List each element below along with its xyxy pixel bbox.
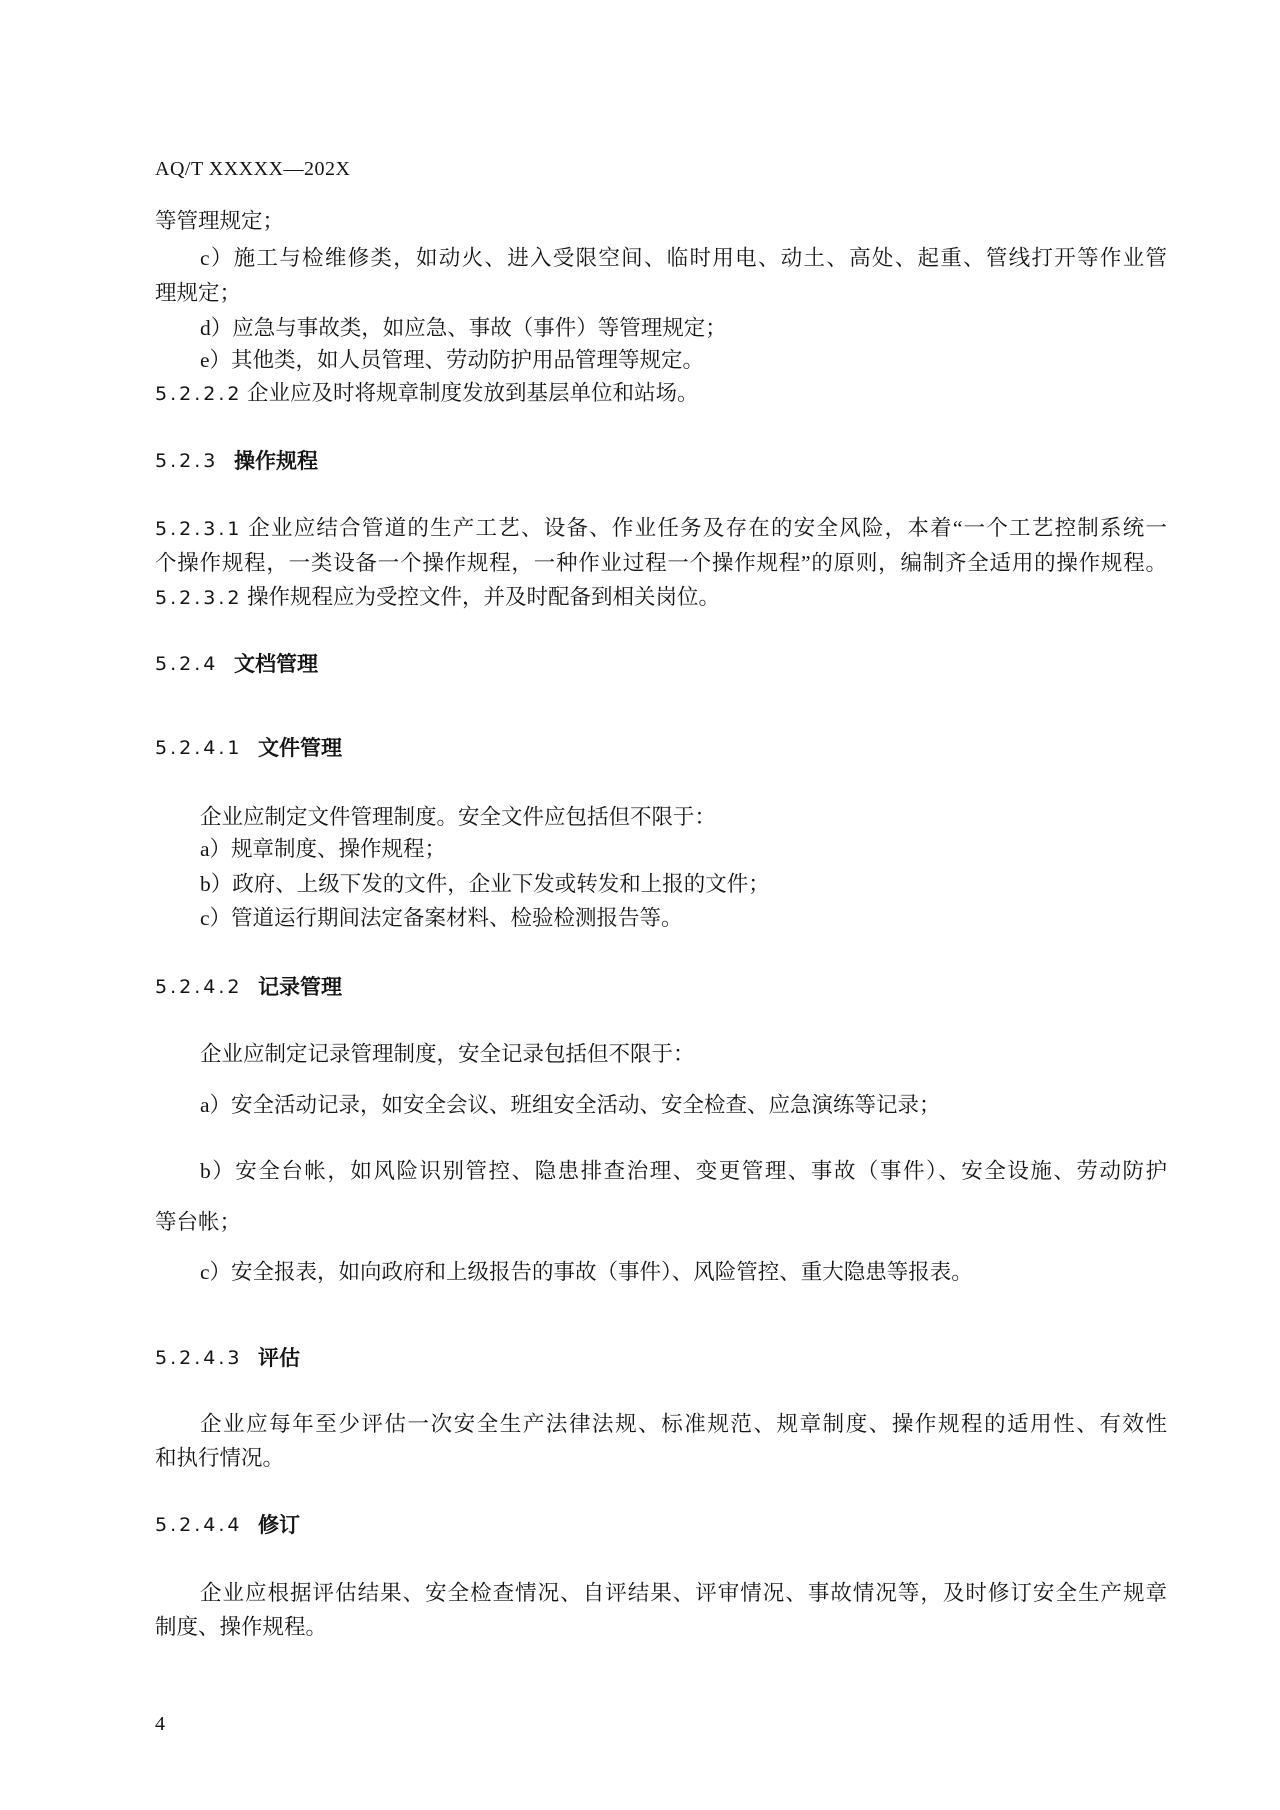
paragraph-line1: 企业应根据评估结果、安全检查情况、自评结果、评审情况、事故情况等，及时修订安全生产规章 (200, 1581, 1167, 1605)
heading-5-2-4 (155, 648, 755, 680)
heading-number: 5.2.4.1 (155, 737, 243, 759)
list-item-e: e）其他类，如人员管理、劳动防护用品管理等规定。 (200, 348, 705, 372)
clause-number: 5.2.3.1 (155, 518, 243, 540)
paragraph-line2: 制度、操作规程。 (155, 1615, 328, 1639)
clause-5-2-3-2 (155, 582, 1167, 612)
page-number: 4 (155, 1713, 165, 1735)
clause-text: 企业应结合管道的生产工艺、设备、作业任务及存在的安全风险，本着“一个工艺控制系统一 (247, 516, 1167, 540)
list-item-c-line2: 理规定； (155, 281, 242, 305)
heading-number: 5.2.4.3 (155, 1347, 243, 1369)
list-item-b-line1: b）安全台帐，如风险识别管控、隐患排查治理、变更管理、事故（事件）、安全设施、劳动防护 (200, 1159, 1167, 1183)
heading-5-2-4-2 (155, 971, 755, 1003)
heading-5-2-4-1 (155, 732, 755, 764)
standard-code-header: AQ/T XXXXX—202X (155, 158, 351, 180)
clause-5-2-3-1-line2: 个操作规程，一类设备一个操作规程，一种作业过程一个操作规程”的原则，编制齐全适用的操作规程。 (155, 551, 1167, 575)
clause-5-2-3-1-line1 (155, 513, 1167, 543)
heading-title: 操作规程 (234, 449, 318, 473)
list-item-c: c）安全报表，如向政府和上级报告的事故（事件）、风险管控、重大隐患等报表。 (200, 1260, 973, 1284)
list-item-d: d）应急与事故类，如应急、事故（事件）等管理规定； (200, 316, 727, 340)
paragraph-line1: 企业应每年至少评估一次安全生产法律法规、标准规范、规章制度、操作规程的适用性、有效性 (200, 1412, 1167, 1436)
heading-number: 5.2.4.4 (155, 1514, 243, 1536)
clause-text: 企业应及时将规章制度发放到基层单位和站场。 (247, 381, 699, 405)
list-item-a: a）规章制度、操作规程； (200, 837, 447, 861)
heading-number: 5.2.3 (155, 450, 219, 472)
paragraph-intro: 企业应制定文件管理制度。安全文件应包括但不限于： (200, 805, 717, 829)
list-item-b: b）政府、上级下发的文件，企业下发或转发和上报的文件； (200, 872, 770, 896)
list-item-c-line1: c）施工与检维修类，如动火、进入受限空间、临时用电、动土、高处、起重、管线打开等作业管 (200, 246, 1167, 270)
clause-number: 5.2.2.2 (155, 383, 243, 405)
list-item-a: a）安全活动记录，如安全会议、班组安全活动、安全检查、应急演练等记录； (200, 1093, 941, 1117)
heading-5-2-3 (155, 445, 755, 477)
clause-number: 5.2.3.2 (155, 587, 243, 609)
heading-title: 文档管理 (234, 652, 318, 676)
heading-5-2-4-4 (155, 1509, 755, 1541)
paragraph-intro: 企业应制定记录管理制度，安全记录包括但不限于： (200, 1042, 695, 1066)
heading-number: 5.2.4 (155, 653, 219, 675)
heading-title: 修订 (258, 1513, 300, 1537)
heading-title: 评估 (258, 1346, 300, 1370)
paragraph-line2: 和执行情况。 (155, 1446, 285, 1470)
heading-5-2-4-3 (155, 1342, 755, 1374)
clause-text: 操作规程应为受控文件，并及时配备到相关岗位。 (247, 585, 721, 609)
heading-title: 记录管理 (258, 975, 342, 999)
list-item-b-line2: 等台帐； (155, 1210, 242, 1234)
heading-title: 文件管理 (258, 736, 342, 760)
heading-number: 5.2.4.2 (155, 976, 243, 998)
continued-text: 等管理规定； (155, 209, 285, 233)
list-item-c: c）管道运行期间法定备案材料、检验检测报告等。 (200, 906, 683, 930)
clause-5-2-2-2 (155, 378, 1167, 408)
